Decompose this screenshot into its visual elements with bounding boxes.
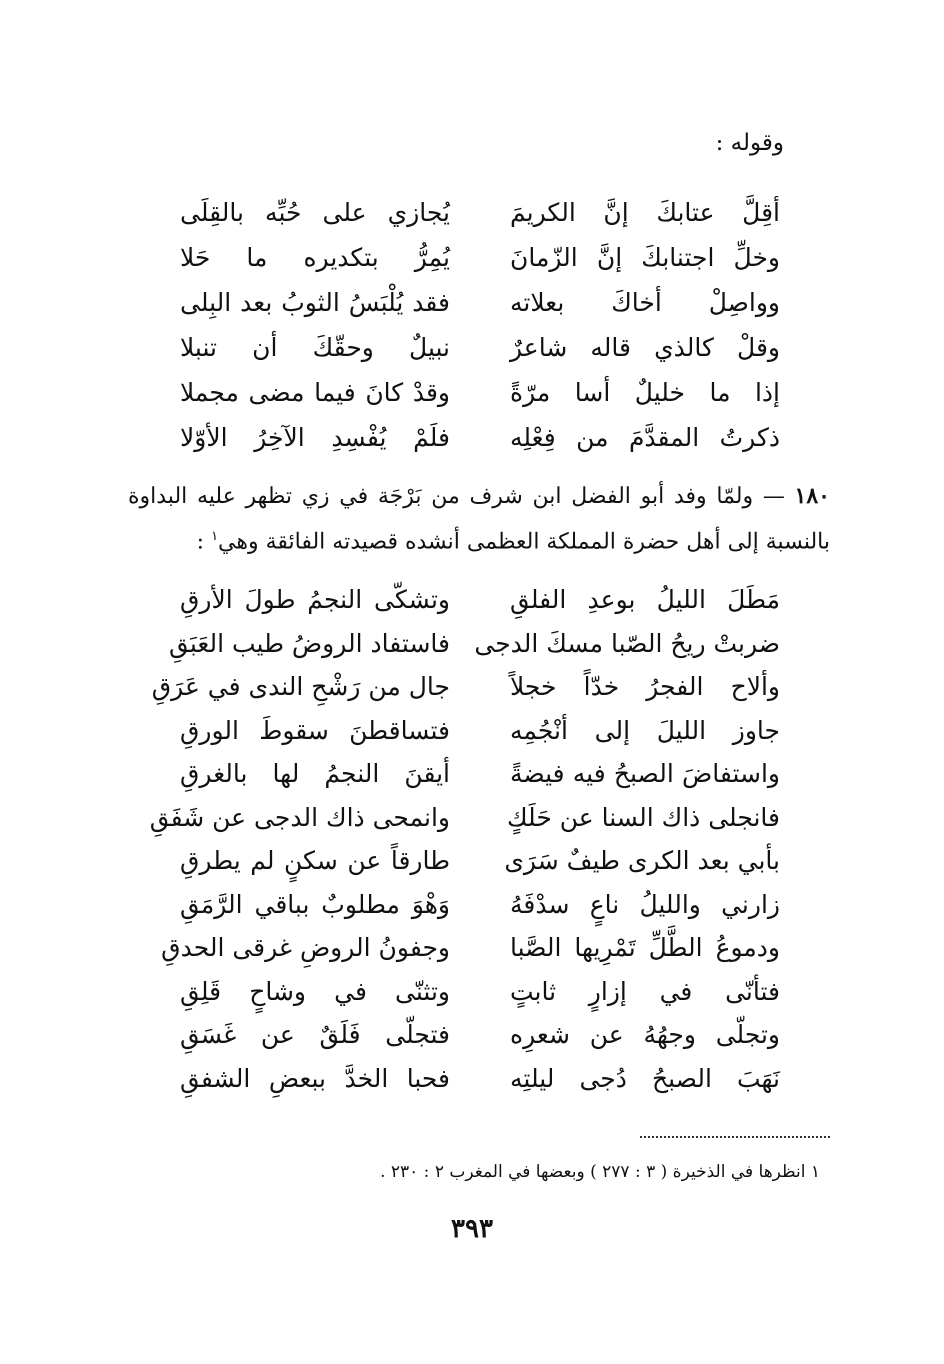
first-hemistich: ذكرتُ المقدَّمَ من فِعْلِه: [510, 423, 780, 452]
page-number: ٣٩٣: [451, 1214, 493, 1244]
verse: [180, 839, 780, 883]
first-hemistich: وتجلّى وجهُهُ عن شعرِه: [510, 1020, 780, 1049]
poem-second: [149, 578, 780, 1100]
section-number: ١٨٠: [794, 483, 830, 509]
verse: [180, 370, 780, 415]
first-hemistich: زارني والليلُ ناعٍ سدْفَهُ: [510, 889, 780, 919]
second-hemistich: وقدْ كانَ فيما مضى مجملا: [180, 378, 450, 407]
verse: [180, 1057, 780, 1101]
verse: [180, 415, 780, 460]
second-hemistich: فقد يُلْبَسُ الثوبُ بعد البِلى: [180, 288, 450, 317]
second-hemistich: وجفونُ الروضِ غرقى الحدقِ: [161, 933, 450, 962]
second-hemistich: أيقنَ النجمُ لها بالغرقِ: [180, 759, 450, 788]
first-hemistich: إذا ما خليلٌ أسا مرّةً: [510, 378, 780, 407]
verse: [180, 970, 780, 1014]
first-hemistich: فتأنّى في إزارٍ ثابتٍ: [510, 976, 780, 1006]
first-hemistich: وقلْ كالذي قاله شاعرٌ: [510, 333, 780, 362]
verse: [180, 325, 780, 370]
first-hemistich: بأبي بعد الكرى طيفٌ سَرَى: [504, 846, 780, 875]
second-hemistich: طارقاً عن سكنٍ لم يطرقِ: [180, 846, 450, 875]
first-hemistich: واستفاضَ الصبحُ فيه فيضةً: [510, 759, 780, 788]
first-hemistich: وألاح الفجرُ خدّاً خجلاً: [510, 672, 780, 701]
first-hemistich: فانجلى ذاك السنا عن حَلَكٍ: [506, 802, 780, 832]
first-hemistich: ودموعُ الطَّلِّ تَمْرِيها الصَّبا: [510, 933, 780, 962]
first-hemistich: نَهَبَ الصبحُ دُجى ليلتِه: [510, 1063, 780, 1093]
second-hemistich: فاستفاد الروضُ طيب العَبَقِ: [169, 628, 450, 658]
narrative-paragraph: [128, 476, 830, 562]
first-hemistich: وخلِّ اجتنابكَ إنَّ الزّمانَ: [510, 243, 780, 272]
second-hemistich: نبيلٌ وحقّكَ أن تنبلا: [180, 333, 450, 362]
verse: [169, 622, 780, 666]
first-hemistich: ضربتْ ريحُ الصّبا مسكَ الدجى: [474, 628, 780, 658]
second-hemistich: وتشكّى النجمُ طولَ الأرقِ: [180, 585, 450, 614]
first-hemistich: مَطَلَ الليلُ بوعدِ الفلقِ: [510, 585, 780, 614]
verse: [180, 190, 780, 235]
first-hemistich: وواصِلْ أخاكَ بعلاته: [510, 288, 780, 317]
verse: [151, 665, 780, 709]
intro-line: وقوله :: [715, 130, 784, 156]
second-hemistich: جال من رَشْحِ الندى في عَرَقِ: [151, 672, 450, 701]
second-hemistich: فتساقطنَ سقوطَ الورقِ: [180, 715, 450, 745]
footnote-separator: [640, 1136, 830, 1138]
second-hemistich: وانمحى ذاك الدجى عن شَفَقِ: [149, 802, 450, 832]
paragraph-end: :: [196, 529, 212, 555]
poem-first: [180, 190, 780, 460]
second-hemistich: فتجلّى فَلَقٌ عن غَسَقِ: [180, 1020, 450, 1049]
first-hemistich: أقِلَّ عتابكَ إنَّ الكريمَ: [510, 198, 780, 227]
second-hemistich: فلَمْ يُفْسِدِ الآخِرُ الأوّلا: [180, 423, 450, 452]
verse: [180, 578, 780, 622]
verse: [180, 709, 780, 753]
verse: [180, 883, 780, 927]
second-hemistich: فحبا الخدَّ ببعضِ الشفقِ: [180, 1063, 450, 1093]
footnote: ١ انظرها في الذخيرة ( ٣ : ٢٧٧ ) وبعضها في المغرب ٢ : ٢٣٠ .: [380, 1162, 820, 1182]
footnote-reference: ١: [211, 529, 219, 544]
verse: [180, 1013, 780, 1057]
first-hemistich: جاوز الليلَ إلى أنْجُمِه: [510, 715, 780, 745]
second-hemistich: وتثنّى في وشاحٍ قَلِقِ: [180, 976, 450, 1006]
verse: [149, 796, 780, 840]
second-hemistich: يُمِرُّ بتكديره ما حَلا: [180, 243, 450, 272]
second-hemistich: وَهْوَ مطلوبٌ بباقي الرَّمَقِ: [180, 889, 450, 919]
verse: [180, 752, 780, 796]
verse: [161, 926, 780, 970]
verse: [180, 280, 780, 325]
verse: [180, 235, 780, 280]
second-hemistich: يُجازي على حُبِّه بالقِلَى: [180, 198, 450, 227]
paragraph-text: — ولمّا وفد أبو الفضل ابن شرف من بَرْجَة في زي تظهر عليه البداوة بالنسبة إلى أهل حضرة المملكة العظمى أنشده قصيدته الفائقة وهي: [128, 484, 830, 555]
